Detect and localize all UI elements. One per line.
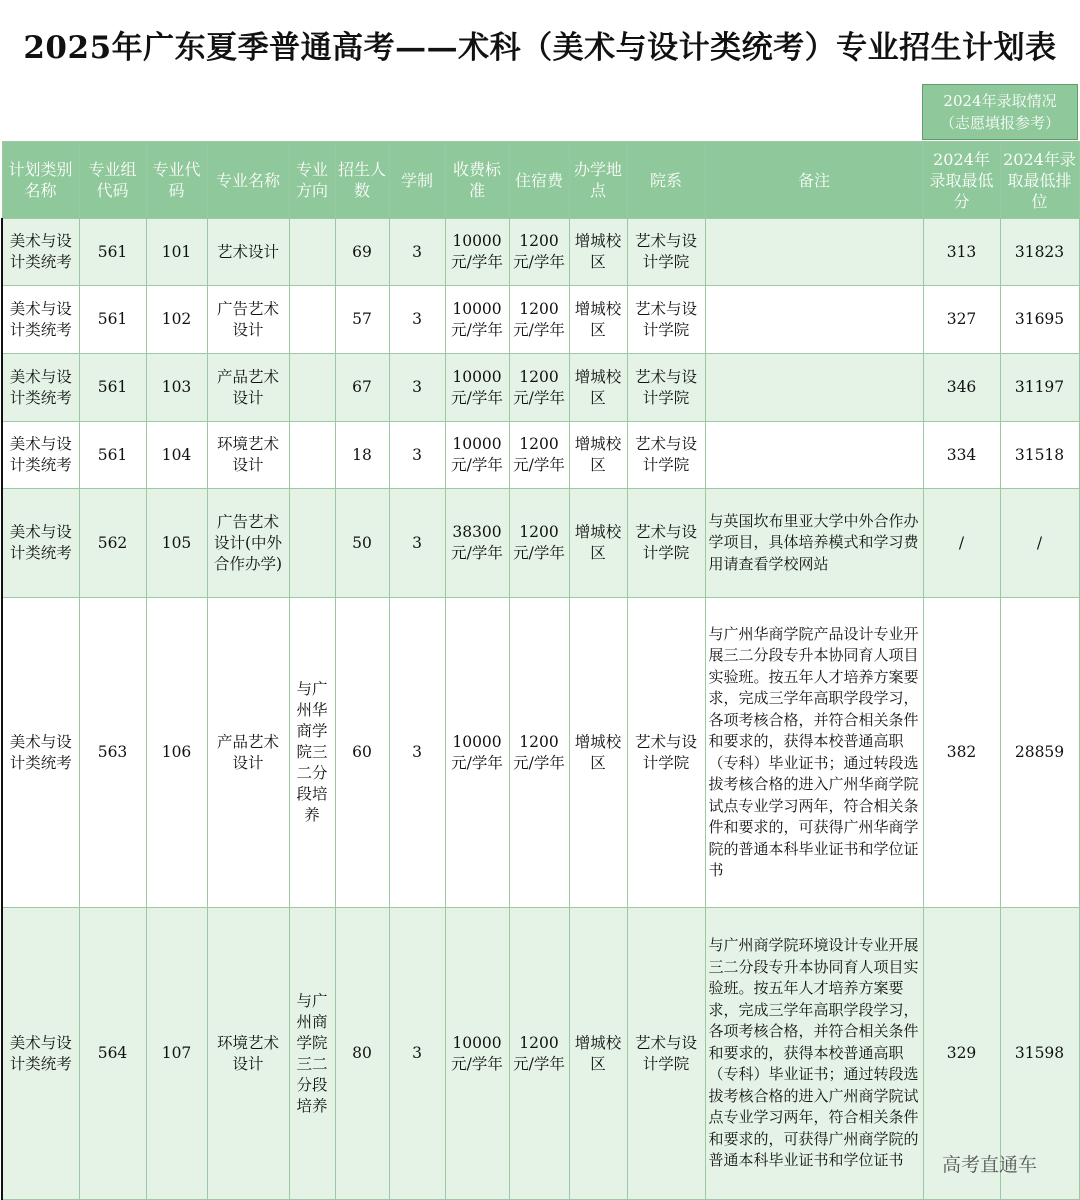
header-remarks: 备注 <box>705 142 923 219</box>
cell-major-name: 广告艺术设计 <box>207 286 289 354</box>
cell-department: 艺术与设计学院 <box>627 219 705 286</box>
cell-department: 艺术与设计学院 <box>627 422 705 489</box>
table-row <box>2 489 1079 598</box>
cell-enrollment: 57 <box>335 286 389 354</box>
cell-min-score: / <box>923 489 1000 598</box>
cell-major-name: 广告艺术设计(中外合作办学) <box>207 489 289 598</box>
header-dorm-fee: 住宿费 <box>509 142 569 219</box>
cell-major-name: 产品艺术设计 <box>207 354 289 422</box>
cell-duration: 3 <box>389 422 445 489</box>
header-duration: 学制 <box>389 142 445 219</box>
cell-min-score: 334 <box>923 422 1000 489</box>
cell-plan-category: 美术与设计类统考 <box>2 219 79 286</box>
admission-info-line2: （志愿填报参考） <box>939 114 1060 132</box>
header-campus: 办学地点 <box>569 142 627 219</box>
cell-major-direction <box>289 286 335 354</box>
watermark: 高考直通车 <box>942 1154 1038 1176</box>
cell-duration: 3 <box>389 286 445 354</box>
admission-info-line1: 2024年录取情况 <box>943 92 1057 110</box>
cell-department: 艺术与设计学院 <box>627 489 705 598</box>
cell-group-code: 561 <box>79 354 146 422</box>
page-title: 2025年广东夏季普通高考——术科（美术与设计类统考）专业招生计划表 <box>23 30 1057 66</box>
cell-tuition: 10000元/学年 <box>445 422 509 489</box>
cell-min-rank: 31518 <box>1000 422 1079 489</box>
cell-plan-category: 美术与设计类统考 <box>2 489 79 598</box>
cell-major-direction <box>289 354 335 422</box>
cell-major-code: 107 <box>146 908 207 1200</box>
table-row <box>2 598 1079 908</box>
cell-duration: 3 <box>389 908 445 1200</box>
table-row <box>2 422 1079 489</box>
table-header-row <box>2 142 1079 219</box>
cell-group-code: 561 <box>79 286 146 354</box>
cell-major-code: 106 <box>146 598 207 908</box>
cell-major-direction <box>289 422 335 489</box>
cell-plan-category: 美术与设计类统考 <box>2 598 79 908</box>
cell-tuition: 10000元/学年 <box>445 219 509 286</box>
cell-dorm-fee: 1200元/学年 <box>509 422 569 489</box>
header-major-name: 专业名称 <box>207 142 289 219</box>
enrollment-plan-table <box>1 141 1080 1200</box>
cell-major-direction <box>289 219 335 286</box>
cell-campus: 增城校区 <box>569 219 627 286</box>
header-plan-category: 计划类别名称 <box>2 142 79 219</box>
cell-dorm-fee: 1200元/学年 <box>509 489 569 598</box>
cell-min-rank: 28859 <box>1000 598 1079 908</box>
cell-group-code: 564 <box>79 908 146 1200</box>
cell-major-code: 102 <box>146 286 207 354</box>
cell-min-rank: 31695 <box>1000 286 1079 354</box>
table-row <box>2 908 1079 1200</box>
cell-campus: 增城校区 <box>569 286 627 354</box>
header-department: 院系 <box>627 142 705 219</box>
cell-tuition: 10000元/学年 <box>445 908 509 1200</box>
cell-major-name: 环境艺术设计 <box>207 908 289 1200</box>
cell-campus: 增城校区 <box>569 354 627 422</box>
cell-dorm-fee: 1200元/学年 <box>509 598 569 908</box>
cell-remarks: 与广州华商学院产品设计专业开展三二分段专升本协同育人项目实验班。按五年人才培养方案要求，完成三学年高职学段学习，各项考核合格，并符合相关条件和要求的，获得本校普通高职（专科）毕业证书；通过转段选拔考核合格的进入广州华商学院试点专业学习两年，符合相关条件和要求的，可获得广州华商学院的普通本科毕业证书和学位证书 <box>705 598 923 908</box>
cell-major-code: 103 <box>146 354 207 422</box>
cell-major-code: 105 <box>146 489 207 598</box>
cell-department: 艺术与设计学院 <box>627 908 705 1200</box>
cell-group-code: 562 <box>79 489 146 598</box>
cell-dorm-fee: 1200元/学年 <box>509 354 569 422</box>
cell-major-direction: 与广州华商学院三二分段培养 <box>289 598 335 908</box>
header-major-code: 专业代码 <box>146 142 207 219</box>
cell-major-direction <box>289 489 335 598</box>
cell-major-code: 104 <box>146 422 207 489</box>
cell-min-rank: 31197 <box>1000 354 1079 422</box>
cell-min-score: 346 <box>923 354 1000 422</box>
cell-min-rank: 31598 <box>1000 908 1079 1200</box>
cell-remarks <box>705 219 923 286</box>
cell-duration: 3 <box>389 354 445 422</box>
cell-major-code: 101 <box>146 219 207 286</box>
header-tuition: 收费标准 <box>445 142 509 219</box>
cell-remarks <box>705 422 923 489</box>
cell-dorm-fee: 1200元/学年 <box>509 286 569 354</box>
cell-duration: 3 <box>389 598 445 908</box>
header-min-score: 2024年录取最低分 <box>923 142 1000 219</box>
cell-group-code: 563 <box>79 598 146 908</box>
header-enrollment: 招生人数 <box>335 142 389 219</box>
cell-campus: 增城校区 <box>569 598 627 908</box>
admission-info-header <box>922 84 1078 140</box>
cell-remarks: 与英国坎布里亚大学中外合作办学项目，具体培养模式和学习费用请查看学校网站 <box>705 489 923 598</box>
cell-tuition: 10000元/学年 <box>445 598 509 908</box>
cell-plan-category: 美术与设计类统考 <box>2 286 79 354</box>
cell-plan-category: 美术与设计类统考 <box>2 908 79 1200</box>
cell-department: 艺术与设计学院 <box>627 286 705 354</box>
cell-duration: 3 <box>389 219 445 286</box>
cell-campus: 增城校区 <box>569 489 627 598</box>
cell-group-code: 561 <box>79 219 146 286</box>
cell-enrollment: 67 <box>335 354 389 422</box>
cell-department: 艺术与设计学院 <box>627 354 705 422</box>
cell-min-score: 329 <box>923 908 1000 1200</box>
cell-major-name: 艺术设计 <box>207 219 289 286</box>
cell-enrollment: 69 <box>335 219 389 286</box>
cell-major-direction: 与广州商学院三二分段培养 <box>289 908 335 1200</box>
header-major-direction: 专业方向 <box>289 142 335 219</box>
table-row <box>2 354 1079 422</box>
cell-enrollment: 50 <box>335 489 389 598</box>
cell-min-score: 313 <box>923 219 1000 286</box>
cell-remarks: 与广州商学院环境设计专业开展三二分段专升本协同育人项目实验班。按五年人才培养方案要求，完成三学年高职学段学习，各项考核合格，并符合相关条件和要求的，获得本校普通高职（专科）毕业证书；通过转段选拔考核合格的进入广州商学院试点专业学习两年，符合相关条件和要求的，可获得广州商学院的普通本科毕业证书和学位证书 <box>705 908 923 1200</box>
cell-duration: 3 <box>389 489 445 598</box>
cell-campus: 增城校区 <box>569 908 627 1200</box>
cell-plan-category: 美术与设计类统考 <box>2 422 79 489</box>
cell-remarks <box>705 286 923 354</box>
cell-enrollment: 60 <box>335 598 389 908</box>
cell-min-rank: 31823 <box>1000 219 1079 286</box>
cell-major-name: 环境艺术设计 <box>207 422 289 489</box>
header-group-code: 专业组代码 <box>79 142 146 219</box>
cell-dorm-fee: 1200元/学年 <box>509 908 569 1200</box>
cell-min-score: 327 <box>923 286 1000 354</box>
header-min-rank: 2024年录取最低排位 <box>1000 142 1079 219</box>
cell-tuition: 38300元/学年 <box>445 489 509 598</box>
cell-enrollment: 18 <box>335 422 389 489</box>
table-row <box>2 286 1079 354</box>
cell-major-name: 产品艺术设计 <box>207 598 289 908</box>
cell-plan-category: 美术与设计类统考 <box>2 354 79 422</box>
cell-remarks <box>705 354 923 422</box>
cell-group-code: 561 <box>79 422 146 489</box>
cell-tuition: 10000元/学年 <box>445 286 509 354</box>
cell-dorm-fee: 1200元/学年 <box>509 219 569 286</box>
cell-min-score: 382 <box>923 598 1000 908</box>
cell-min-rank: / <box>1000 489 1079 598</box>
table-row <box>2 219 1079 286</box>
cell-enrollment: 80 <box>335 908 389 1200</box>
cell-department: 艺术与设计学院 <box>627 598 705 908</box>
cell-tuition: 10000元/学年 <box>445 354 509 422</box>
cell-campus: 增城校区 <box>569 422 627 489</box>
